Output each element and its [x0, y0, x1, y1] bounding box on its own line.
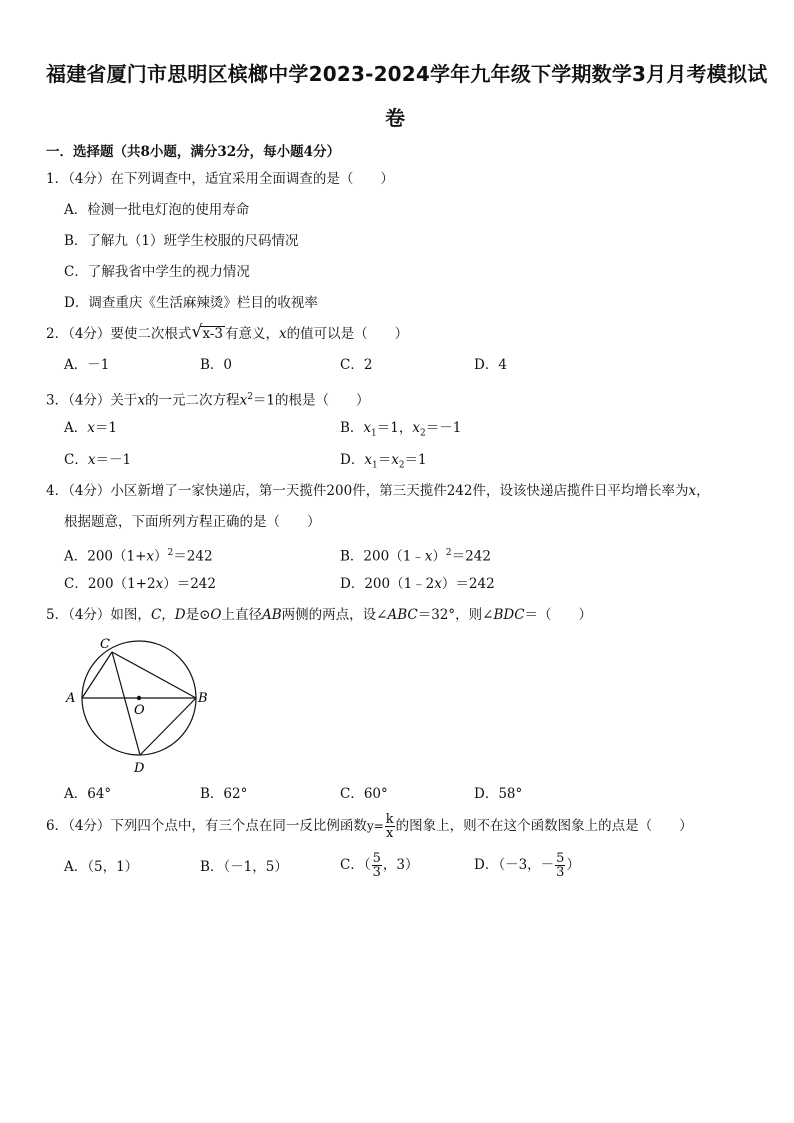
question-6-option-a: A．（5，1）: [64, 859, 139, 875]
fraction-5-over-3-neg: $\frac{5}{3}$: [556, 851, 565, 880]
square-root: √ x-3: [191, 322, 223, 342]
question-5-option-c: C．60°: [340, 786, 388, 802]
question-2-option-d: D．4: [474, 357, 507, 373]
document-title-line2: 卷: [385, 106, 406, 130]
document-title-line1: 福建省厦门市思明区槟榔中学2023-2024学年九年级下学期数学3月月考模拟试: [46, 62, 768, 86]
question-2-option-a: A．－1: [64, 357, 110, 373]
question-3-option-a: A．x＝1: [64, 420, 117, 436]
question-1-option-b: B．了解九（1）班学生校服的尺码情况: [64, 233, 299, 249]
label-c: C: [100, 637, 110, 652]
question-1-option-d: D．调查重庆《生活麻辣烫》栏目的收视率: [64, 295, 318, 311]
question-1-option-a: A．检测一批电灯泡的使用寿命: [64, 202, 250, 218]
question-4-option-c: C．200（1+2x）＝242: [64, 576, 216, 592]
question-4-option-b: B．200（1﹣x）$^2$＝242: [340, 548, 491, 565]
label-d: D: [134, 761, 145, 776]
label-b: B: [198, 691, 208, 706]
question-6-option-d: D．（－3，－ $\frac{5}{3}$ ）: [474, 851, 580, 880]
question-6-option-c: C．（ $\frac{5}{3}$ ，3）: [340, 851, 419, 880]
question-5-option-a: A．64°: [64, 786, 112, 802]
question-1-stem: 1．（4分）在下列调查中，适宜采用全面调查的是（ ）: [46, 171, 394, 187]
fraction-5-over-3: $\frac{5}{3}$: [372, 851, 381, 880]
question-2-option-b: B．0: [200, 357, 233, 373]
question-4-option-d: D．200（1﹣2x）＝242: [340, 576, 495, 592]
question-3-option-b: B．$x_1=1$，$x_2=-1$: [340, 420, 462, 439]
section-header: 一．选择题（共8小题，满分32分，每小题4分）: [46, 144, 341, 160]
question-6-option-b: B．（－1，5）: [200, 859, 288, 875]
label-o: O: [134, 703, 145, 718]
segment-cb: [112, 652, 196, 698]
label-a: A: [66, 691, 76, 706]
question-4-stem-line2: 根据题意，下面所列方程正确的是（ ）: [64, 514, 321, 530]
question-5-option-b: B．62°: [200, 786, 248, 802]
question-5-option-d: D．58°: [474, 786, 523, 802]
circle-figure: [60, 630, 220, 780]
question-5-stem: 5．（4分）如图，C，D是⊙O上直径AB两侧的两点，设∠ABC＝32°，则∠BDC＝（ ）: [46, 607, 593, 623]
question-2-option-c: C．2: [340, 357, 373, 373]
question-6-stem: 6．（4分）下列四个点中，有三个点在同一反比例函数y= $\frac{k}{x}$ 的图象上，则不在这个函数图象上的点是（ ）: [46, 812, 693, 841]
question-1-option-c: C．了解我省中学生的视力情况: [64, 264, 250, 280]
question-3-stem: 3．（4分）关于x的一元二次方程$x^2=1$的根是（ ）: [46, 392, 370, 409]
question-2-stem: 2．（4分）要使二次根式 √ x-3 有意义，x的值可以是（ ）: [46, 322, 409, 342]
center-point: [137, 696, 141, 700]
question-3-option-c: C．x＝－1: [64, 452, 132, 468]
question-4-stem-line1: 4．（4分）小区新增了一家快递店，第一天揽件200件，第三天揽件242件，设该快递店揽件日平均增长率为x，: [46, 483, 710, 499]
question-3-option-d: D．$x_1=x_2=1$: [340, 452, 427, 471]
fraction-k-over-x: $\frac{k}{x}$: [385, 812, 394, 841]
question-4-option-a: A．$200(1+x)^2=242$: [64, 548, 213, 565]
